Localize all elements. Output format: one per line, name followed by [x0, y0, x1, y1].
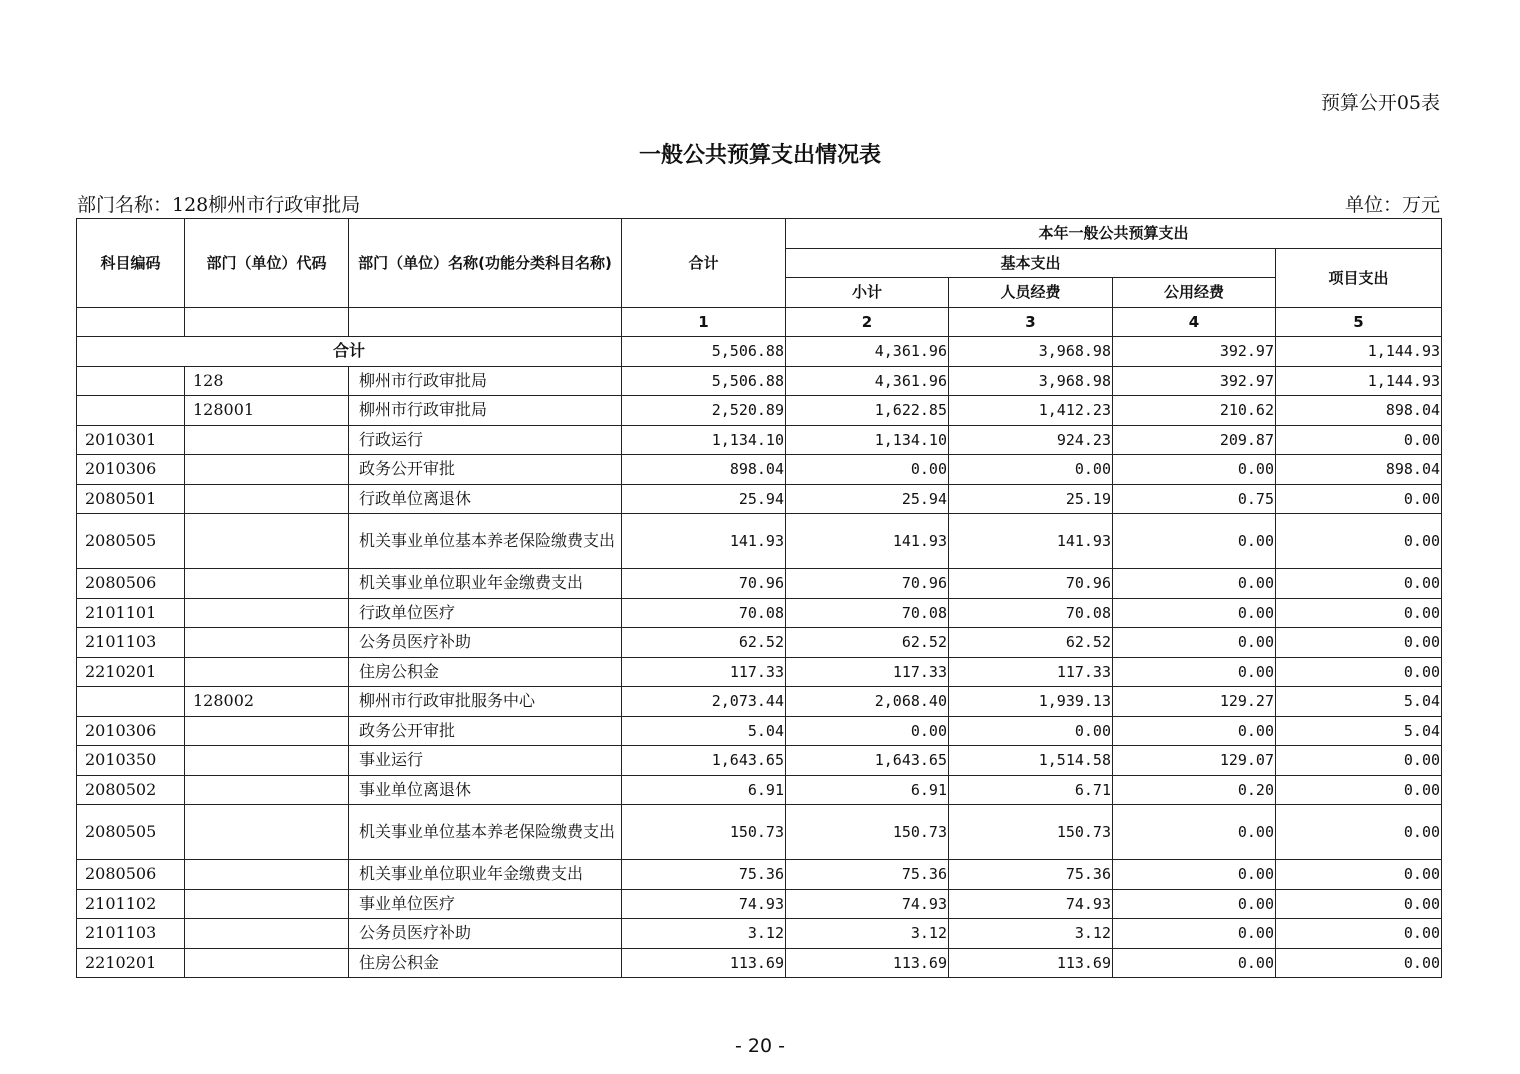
public-cell: 0.00	[1113, 569, 1276, 599]
total-cell: 5.04	[622, 716, 786, 746]
personnel-cell: 62.52	[949, 628, 1113, 658]
table-row	[77, 396, 1442, 426]
subtotal-cell: 70.96	[786, 569, 949, 599]
total-cell: 6.91	[622, 775, 786, 805]
public-cell: 0.00	[1113, 657, 1276, 687]
table-row	[77, 775, 1442, 805]
project-cell: 0.00	[1276, 948, 1442, 978]
project-cell: 0.00	[1276, 628, 1442, 658]
name-cell: 机关事业单位基本养老保险缴费支出	[349, 514, 622, 569]
total-label: 合计	[77, 337, 622, 367]
header-basic: 基本支出	[786, 248, 1276, 278]
code-cell: 2080502	[77, 775, 185, 805]
total-cell: 113.69	[622, 948, 786, 978]
project-cell: 1,144.93	[1276, 366, 1442, 396]
name-cell: 住房公积金	[349, 657, 622, 687]
public-cell: 129.27	[1113, 687, 1276, 717]
public-cell: 392.97	[1113, 337, 1276, 367]
code-cell: 2101103	[77, 919, 185, 949]
project-cell: 0.00	[1276, 805, 1442, 860]
personnel-cell: 150.73	[949, 805, 1113, 860]
personnel-cell: 75.36	[949, 860, 1113, 890]
subtotal-cell: 4,361.96	[786, 337, 949, 367]
table-row	[77, 628, 1442, 658]
dept-code-cell	[185, 455, 349, 485]
name-cell: 行政运行	[349, 425, 622, 455]
dept-code-cell	[185, 948, 349, 978]
header-name: 部门（单位）名称(功能分类科目名称)	[349, 219, 622, 308]
table-row	[77, 484, 1442, 514]
personnel-cell: 0.00	[949, 716, 1113, 746]
total-cell: 70.96	[622, 569, 786, 599]
name-cell: 事业单位医疗	[349, 889, 622, 919]
personnel-cell: 70.96	[949, 569, 1113, 599]
public-cell: 0.75	[1113, 484, 1276, 514]
total-cell: 5,506.88	[622, 366, 786, 396]
public-cell: 392.97	[1113, 366, 1276, 396]
total-cell: 2,073.44	[622, 687, 786, 717]
name-cell: 柳州市行政审批局	[349, 366, 622, 396]
name-cell: 政务公开审批	[349, 716, 622, 746]
public-cell: 0.00	[1113, 455, 1276, 485]
dept-code-cell	[185, 514, 349, 569]
subtotal-cell: 2,068.40	[786, 687, 949, 717]
dept-code-cell	[185, 716, 349, 746]
code-cell: 2101103	[77, 628, 185, 658]
column-number: 3	[949, 307, 1113, 337]
public-cell: 0.00	[1113, 628, 1276, 658]
personnel-cell: 1,514.58	[949, 746, 1113, 776]
name-cell: 住房公积金	[349, 948, 622, 978]
subtotal-cell: 0.00	[786, 455, 949, 485]
dept-code-cell	[185, 775, 349, 805]
public-cell: 0.00	[1113, 860, 1276, 890]
project-cell: 0.00	[1276, 598, 1442, 628]
personnel-cell: 117.33	[949, 657, 1113, 687]
header-group: 本年一般公共预算支出	[786, 219, 1442, 249]
header-blank	[77, 307, 185, 337]
header-code: 科目编码	[77, 219, 185, 308]
department-name: 部门名称：128柳州市行政审批局	[77, 194, 361, 216]
personnel-cell: 0.00	[949, 455, 1113, 485]
name-cell: 事业运行	[349, 746, 622, 776]
subtotal-cell: 0.00	[786, 716, 949, 746]
personnel-cell: 1,939.13	[949, 687, 1113, 717]
column-number: 5	[1276, 307, 1442, 337]
subtotal-cell: 3.12	[786, 919, 949, 949]
table-row	[77, 746, 1442, 776]
budget-table	[76, 218, 1442, 978]
total-cell: 75.36	[622, 860, 786, 890]
header-project: 项目支出	[1276, 248, 1442, 307]
subtotal-cell: 74.93	[786, 889, 949, 919]
personnel-cell: 1,412.23	[949, 396, 1113, 426]
code-cell: 2010350	[77, 746, 185, 776]
name-cell: 行政单位离退休	[349, 484, 622, 514]
total-cell: 70.08	[622, 598, 786, 628]
dept-code-cell	[185, 919, 349, 949]
subtotal-cell: 6.91	[786, 775, 949, 805]
code-cell: 2080506	[77, 569, 185, 599]
public-cell: 0.00	[1113, 889, 1276, 919]
table-body	[77, 337, 1442, 978]
subtotal-cell: 75.36	[786, 860, 949, 890]
subtotal-cell: 150.73	[786, 805, 949, 860]
subtotal-cell: 62.52	[786, 628, 949, 658]
project-cell: 0.00	[1276, 569, 1442, 599]
dept-code-cell	[185, 425, 349, 455]
document-title: 一般公共预算支出情况表	[638, 143, 881, 168]
table-row	[77, 919, 1442, 949]
dept-code-cell	[185, 746, 349, 776]
total-cell: 1,643.65	[622, 746, 786, 776]
total-cell: 5,506.88	[622, 337, 786, 367]
total-cell: 1,134.10	[622, 425, 786, 455]
personnel-cell: 6.71	[949, 775, 1113, 805]
page-number: - 20 -	[735, 1035, 785, 1057]
code-cell	[77, 687, 185, 717]
project-cell: 0.00	[1276, 919, 1442, 949]
table-row	[77, 657, 1442, 687]
personnel-cell: 113.69	[949, 948, 1113, 978]
project-cell: 0.00	[1276, 775, 1442, 805]
project-cell: 0.00	[1276, 889, 1442, 919]
project-cell: 1,144.93	[1276, 337, 1442, 367]
table-row	[77, 569, 1442, 599]
project-cell: 0.00	[1276, 514, 1442, 569]
public-cell: 0.00	[1113, 716, 1276, 746]
public-cell: 209.87	[1113, 425, 1276, 455]
table-row	[77, 366, 1442, 396]
column-number: 2	[786, 307, 949, 337]
subtotal-cell: 113.69	[786, 948, 949, 978]
total-cell: 74.93	[622, 889, 786, 919]
subtotal-cell: 1,622.85	[786, 396, 949, 426]
dept-code-cell	[185, 860, 349, 890]
table-row	[77, 889, 1442, 919]
table-row	[77, 687, 1442, 717]
total-cell: 25.94	[622, 484, 786, 514]
name-cell: 机关事业单位基本养老保险缴费支出	[349, 805, 622, 860]
unit-label: 单位：万元	[1344, 194, 1440, 216]
total-cell: 117.33	[622, 657, 786, 687]
total-cell: 62.52	[622, 628, 786, 658]
code-cell: 2210201	[77, 657, 185, 687]
project-cell: 5.04	[1276, 687, 1442, 717]
personnel-cell: 74.93	[949, 889, 1113, 919]
dept-code-cell	[185, 657, 349, 687]
personnel-cell: 3.12	[949, 919, 1113, 949]
subtotal-cell: 1,134.10	[786, 425, 949, 455]
code-cell: 2010306	[77, 716, 185, 746]
name-cell: 机关事业单位职业年金缴费支出	[349, 860, 622, 890]
code-cell	[77, 366, 185, 396]
table-row	[77, 805, 1442, 860]
subtotal-cell: 141.93	[786, 514, 949, 569]
dept-code-cell	[185, 484, 349, 514]
subtotal-cell: 4,361.96	[786, 366, 949, 396]
header-public: 公用经费	[1113, 278, 1276, 308]
subtotal-cell: 70.08	[786, 598, 949, 628]
column-number: 1	[622, 307, 786, 337]
name-cell: 政务公开审批	[349, 455, 622, 485]
dept-code-cell	[185, 598, 349, 628]
name-cell: 公务员医疗补助	[349, 919, 622, 949]
dept-code-cell	[185, 889, 349, 919]
code-cell: 2080505	[77, 805, 185, 860]
project-cell: 898.04	[1276, 455, 1442, 485]
header-subtotal: 小计	[786, 278, 949, 308]
dept-code-cell	[185, 569, 349, 599]
name-cell: 柳州市行政审批服务中心	[349, 687, 622, 717]
total-cell: 141.93	[622, 514, 786, 569]
table-row	[77, 716, 1442, 746]
personnel-cell: 25.19	[949, 484, 1113, 514]
code-cell: 2080505	[77, 514, 185, 569]
dept-code-cell: 128002	[185, 687, 349, 717]
public-cell: 0.20	[1113, 775, 1276, 805]
code-cell: 2210201	[77, 948, 185, 978]
personnel-cell: 141.93	[949, 514, 1113, 569]
total-cell: 2,520.89	[622, 396, 786, 426]
name-cell: 机关事业单位职业年金缴费支出	[349, 569, 622, 599]
subtotal-cell: 25.94	[786, 484, 949, 514]
personnel-cell: 924.23	[949, 425, 1113, 455]
name-cell: 公务员医疗补助	[349, 628, 622, 658]
table-row	[77, 860, 1442, 890]
total-cell: 3.12	[622, 919, 786, 949]
code-cell: 2080501	[77, 484, 185, 514]
table-row	[77, 948, 1442, 978]
project-cell: 0.00	[1276, 425, 1442, 455]
table-row	[77, 425, 1442, 455]
project-cell: 0.00	[1276, 746, 1442, 776]
dept-code-cell	[185, 628, 349, 658]
header-blank	[349, 307, 622, 337]
subtotal-cell: 117.33	[786, 657, 949, 687]
public-cell: 129.07	[1113, 746, 1276, 776]
public-cell: 0.00	[1113, 948, 1276, 978]
project-cell: 0.00	[1276, 484, 1442, 514]
dept-code-cell	[185, 805, 349, 860]
code-cell	[77, 396, 185, 426]
header-dept-code: 部门（单位）代码	[185, 219, 349, 308]
subtotal-cell: 1,643.65	[786, 746, 949, 776]
code-cell: 2101101	[77, 598, 185, 628]
dept-code-cell: 128001	[185, 396, 349, 426]
name-cell: 柳州市行政审批局	[349, 396, 622, 426]
table-row	[77, 514, 1442, 569]
name-cell: 行政单位医疗	[349, 598, 622, 628]
name-cell: 事业单位离退休	[349, 775, 622, 805]
form-number: 预算公开05表	[1320, 92, 1440, 114]
public-cell: 0.00	[1113, 919, 1276, 949]
code-cell: 2010301	[77, 425, 185, 455]
total-row	[77, 337, 1442, 367]
project-cell: 898.04	[1276, 396, 1442, 426]
column-number: 4	[1113, 307, 1276, 337]
personnel-cell: 70.08	[949, 598, 1113, 628]
header-total: 合计	[622, 219, 786, 308]
project-cell: 5.04	[1276, 716, 1442, 746]
table-row	[77, 455, 1442, 485]
personnel-cell: 3,968.98	[949, 337, 1113, 367]
public-cell: 0.00	[1113, 598, 1276, 628]
code-cell: 2080506	[77, 860, 185, 890]
code-cell: 2101102	[77, 889, 185, 919]
personnel-cell: 3,968.98	[949, 366, 1113, 396]
total-cell: 150.73	[622, 805, 786, 860]
project-cell: 0.00	[1276, 860, 1442, 890]
public-cell: 210.62	[1113, 396, 1276, 426]
public-cell: 0.00	[1113, 805, 1276, 860]
header-personnel: 人员经费	[949, 278, 1113, 308]
total-cell: 898.04	[622, 455, 786, 485]
project-cell: 0.00	[1276, 657, 1442, 687]
public-cell: 0.00	[1113, 514, 1276, 569]
table-row	[77, 598, 1442, 628]
code-cell: 2010306	[77, 455, 185, 485]
header-blank	[185, 307, 349, 337]
dept-code-cell: 128	[185, 366, 349, 396]
table-header	[77, 219, 1442, 337]
